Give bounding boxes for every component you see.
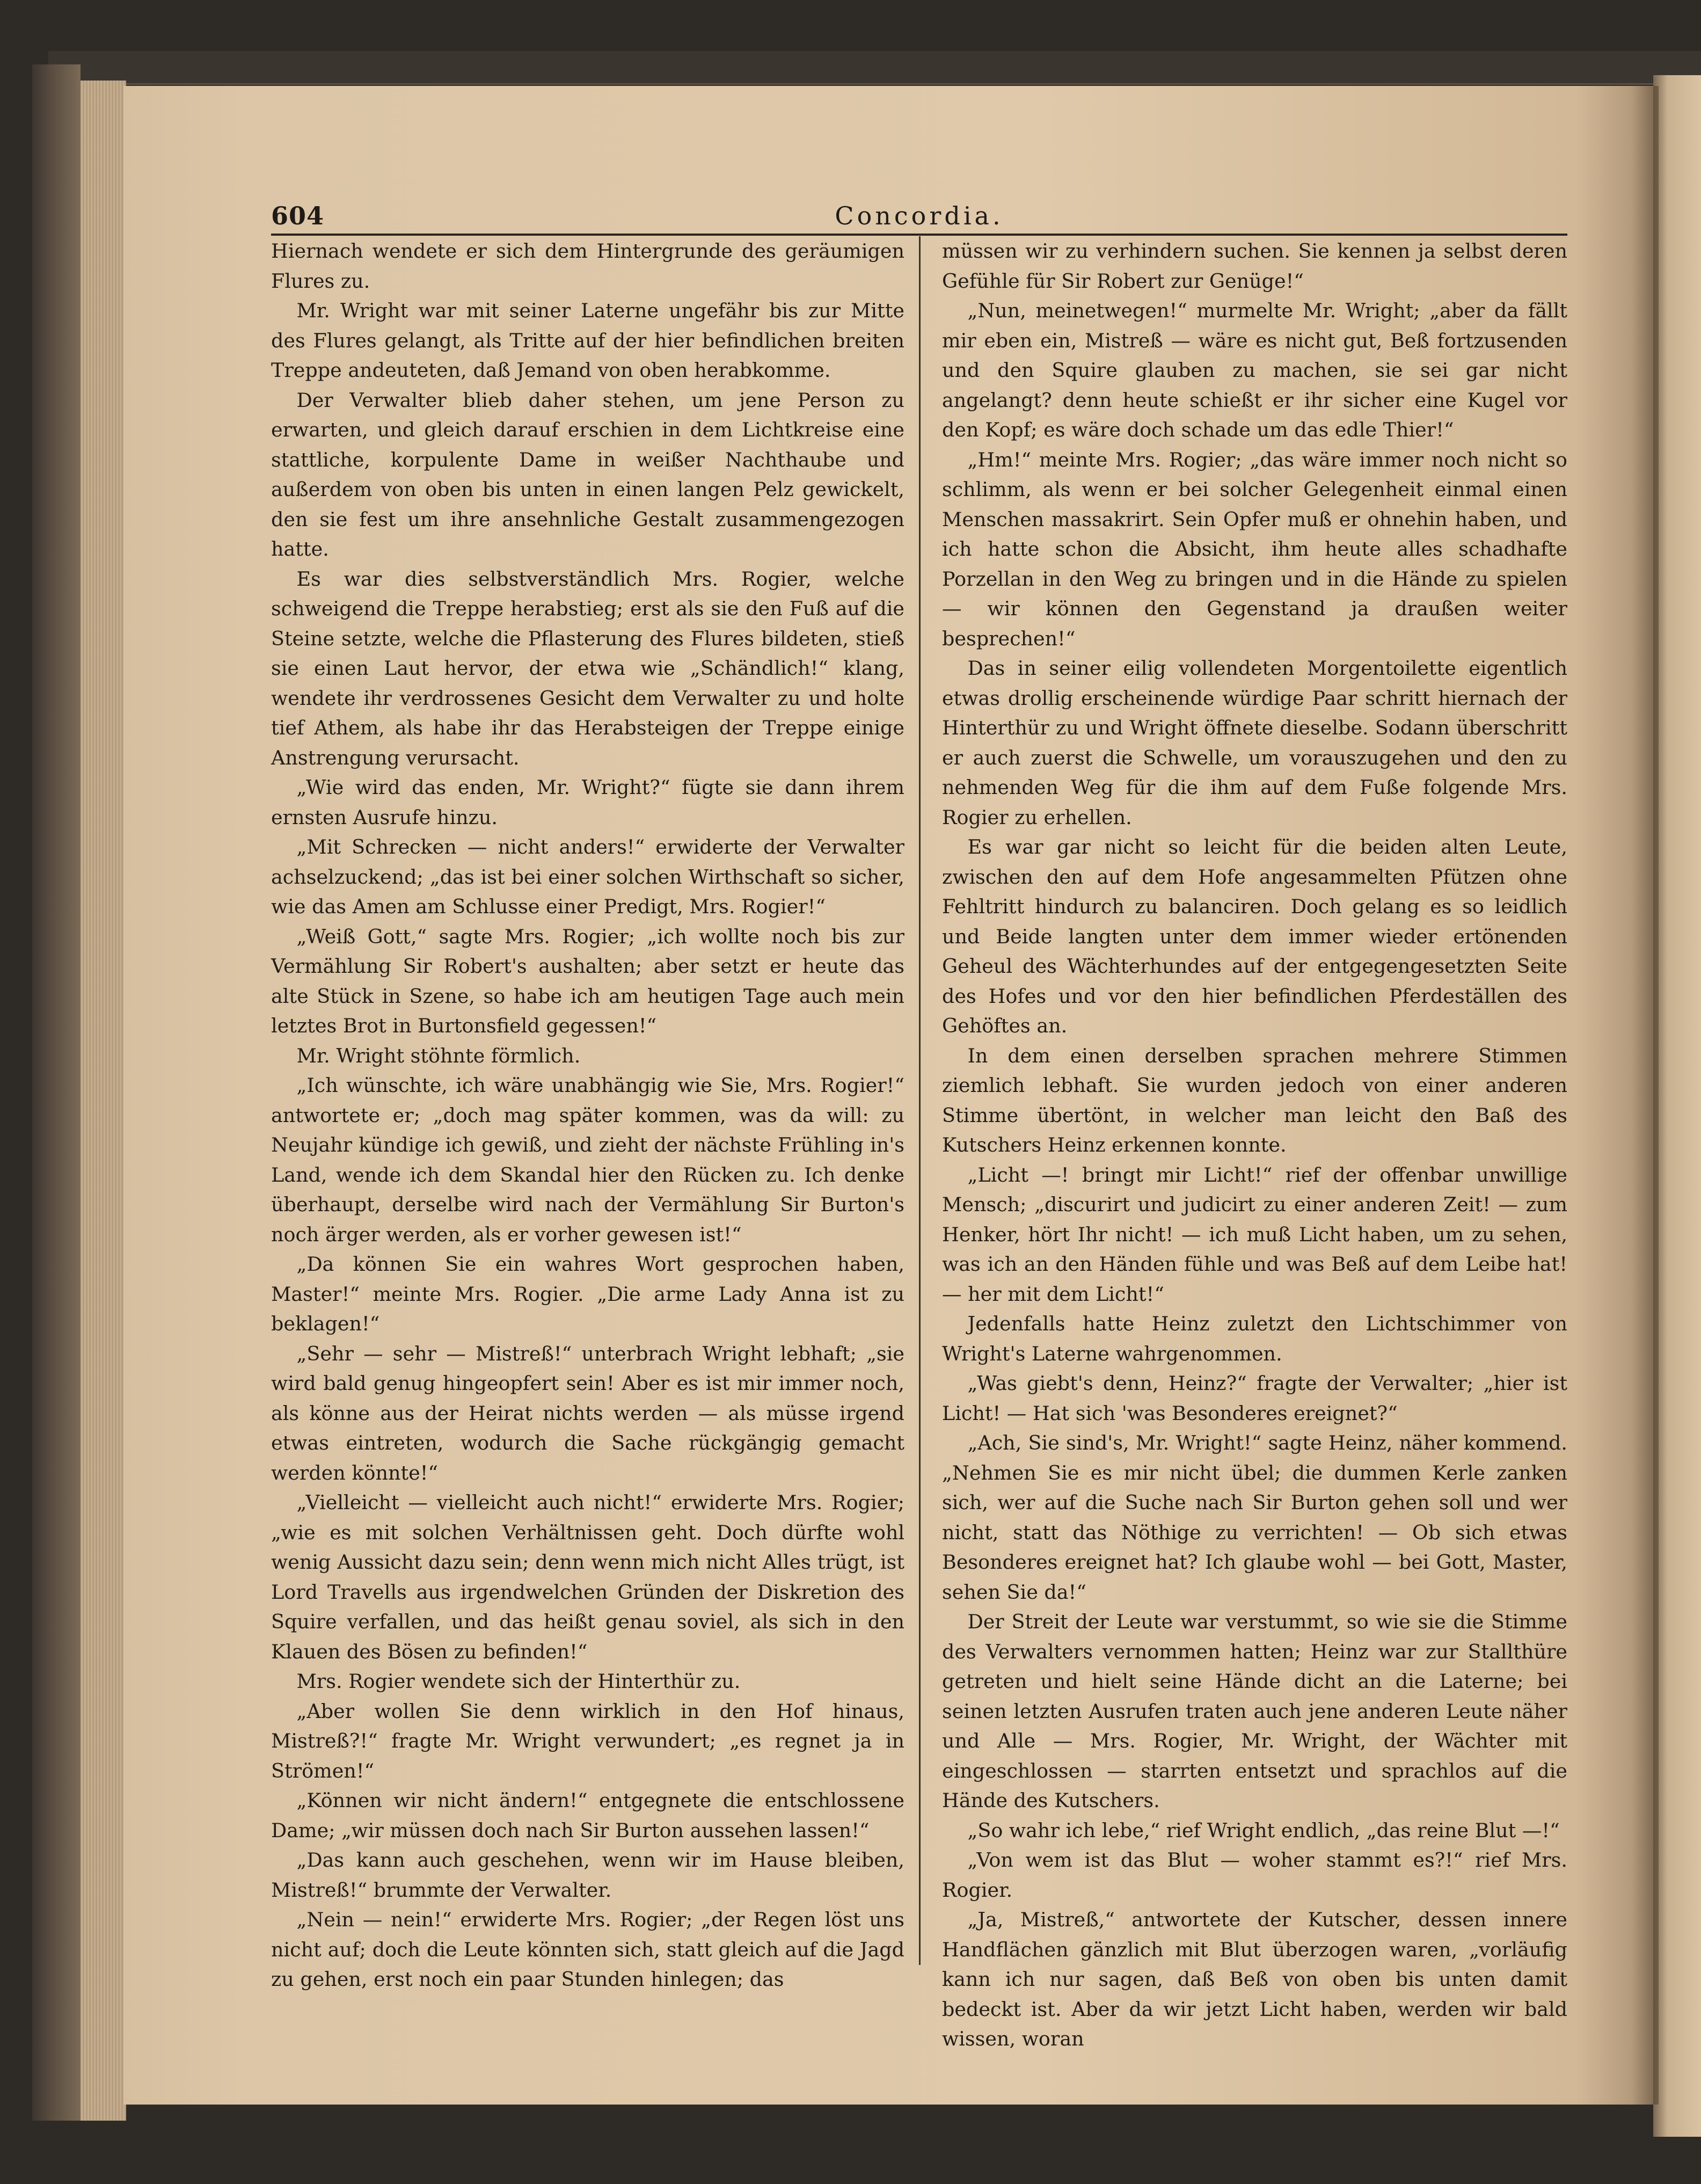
paragraph: Jedenfalls hatte Heinz zuletzt den Lichtschimmer von Wright's Laterne wahrgenommen. bbox=[942, 1312, 1567, 1365]
paragraph: „Ich wünschte, ich wäre unabhängig wie Sie, Mrs. Rogier!“ antwortete er; „doch mag später kommen, was da will: zu Neujahr kündige ich gewiß, und zieht der nächste Frühling in's Land, wende ich dem Skandal hier den Rücken zu. Ich denke überhaupt, derselbe wird nach der Vermählung Sir Burton's noch ärger werden, als er vorher gewesen ist!“ bbox=[271, 1074, 904, 1246]
paragraph: „Können wir nicht ändern!“ entgegnete die entschlossene Dame; „wir müssen doch nach Sir Burton aussehen lassen!“ bbox=[271, 1789, 904, 1842]
paragraph: Mr. Wright war mit seiner Laterne ungefähr bis zur Mitte des Flures gelangt, als Tritte auf der hier befindlichen breiten Treppe andeuteten, daß Jemand von oben herabkomme. bbox=[271, 299, 904, 382]
paragraph: Es war gar nicht so leicht für die beiden alten Leute, zwischen den auf dem Hofe angesammelten Pfützen ohne Fehltritt hindurch zu balanciren. Doch gelang es so leidlich und Beide langten unter dem immer wieder ertönenden Geheul des Wächterhundes auf der entgegengesetzten Seite des Hofes und vor den hier befindlichen Pferdeställen des Gehöftes an. bbox=[942, 835, 1567, 1037]
paragraph: „Licht —! bringt mir Licht!“ rief der offenbar unwillige Mensch; „discurirt und judicirt zu einer anderen Zeit! — zum Henker, hört Ihr nicht! — ich muß Licht haben, um zu sehen, was ich an den Händen fühle und was Beß auf dem Leibe hat! — her mit dem Licht!“ bbox=[942, 1163, 1567, 1306]
paragraph: „Wie wird das enden, Mr. Wright?“ fügte sie dann ihrem ernsten Ausrufe hinzu. bbox=[271, 776, 904, 829]
book-cover-top-edge bbox=[48, 51, 1701, 85]
paragraph: Mrs. Rogier wendete sich der Hinterthür zu. bbox=[296, 1670, 741, 1693]
paragraph: Das in seiner eilig vollendeten Morgentoilette eigentlich etwas drollig erscheinende würdige Paar schritt hiernach der Hinterthür zu und Wright öffnete dieselbe. Sodann überschritt er auch zuerst die Schwelle, um vorauszugehen und den zu nehmenden Weg für die ihm auf dem Fuße folgende Mrs. Rogier zu erhellen. bbox=[942, 657, 1567, 829]
paragraph: „Ja, Mistreß,“ antwortete der Kutscher, dessen innere Handflächen gänzlich mit Blut überzogen waren, „vorläufig kann ich nur sagen, daß Beß von oben bis unten damit bedeckt ist. Aber da wir jetzt Licht haben, werden wir bald wissen, woran bbox=[942, 1908, 1567, 2050]
paragraph: „Von wem ist das Blut — woher stammt es?!“ rief Mrs. Rogier. bbox=[942, 1848, 1567, 1902]
book-binding bbox=[32, 64, 81, 2121]
left-text-column bbox=[271, 236, 904, 1991]
page-edges bbox=[81, 81, 126, 2121]
paragraph: „Was giebt's denn, Heinz?“ fragte der Verwalter; „hier ist Licht! — Hat sich 'was Besonderes ereignet?“ bbox=[942, 1372, 1567, 1425]
paragraph: „Mit Schrecken — nicht anders!“ erwiderte der Verwalter achselzuckend; „das ist bei einer solchen Wirthschaft so sicher, wie das Amen am Schlusse einer Predigt, Mrs. Rogier!“ bbox=[271, 835, 904, 918]
paragraph: „Vielleicht — vielleicht auch nicht!“ erwiderte Mrs. Rogier; „wie es mit solchen Verhältnissen geht. Doch dürfte wohl wenig Aussicht dazu sein; denn wenn mich nicht Alles trügt, ist Lord Travells aus irgendwelchen Gründen der Diskretion des Squire verfallen, und das heißt genau soviel, als sich in den Klauen des Bösen zu befinden!“ bbox=[271, 1491, 904, 1663]
paragraph: „Ach, Sie sind's, Mr. Wright!“ sagte Heinz, näher kommend. „Nehmen Sie es mir nicht übel; die dummen Kerle zanken sich, wer auf die Suche nach Sir Burton gehen soll und wer nicht, statt das Nöthige zu verrichten! — Ob sich etwas Besonderes ereignet hat? Ich glaube wohl — bei Gott, Master, sehen Sie da!“ bbox=[942, 1431, 1567, 1604]
right-text-column bbox=[942, 236, 1567, 2050]
page-number: 604 bbox=[271, 201, 325, 230]
paragraph: „Nein — nein!“ erwiderte Mrs. Rogier; „der Regen löst uns nicht auf; doch die Leute könnten sich, statt gleich auf die Jagd zu gehen, erst noch ein paar Stunden hinlegen; das bbox=[271, 1908, 904, 1991]
paragraph: Der Streit der Leute war verstummt, so wie sie die Stimme des Verwalters vernommen hatten; Heinz war zur Stallthüre getreten und hielt seine Hände dicht an die Laterne; bei seinen letzten Ausrufen traten auch jene anderen Leute näher und Alle — Mrs. Rogier, Mr. Wright, der Wächter mit eingeschlossen — starrten entsetzt und sprachlos auf die Hände des Kutschers. bbox=[942, 1610, 1567, 1812]
paragraph: „Hm!“ meinte Mrs. Rogier; „das wäre immer noch nicht so schlimm, als wenn er bei solcher Gelegenheit einmal einen Menschen massakrirt. Sein Opfer muß er ohnehin haben, und ich hatte schon die Absicht, ihm heute alles schadhafte Porzellan in den Weg zu bringen und in die Hände zu spielen — wir können den Gegenstand ja draußen weiter besprechen!“ bbox=[942, 448, 1567, 650]
paragraph: Hiernach wendete er sich dem Hintergrunde des geräumigen Flures zu. bbox=[271, 239, 904, 293]
paragraph: „So wahr ich lebe,“ rief Wright endlich, „das reine Blut —!“ bbox=[967, 1818, 1560, 1842]
paragraph: „Das kann auch geschehen, wenn wir im Hause bleiben, Mistreß!“ brummte der Verwalter. bbox=[271, 1848, 904, 1902]
paragraph: „Aber wollen Sie denn wirklich in den Hof hinaus, Mistreß?!“ fragte Mr. Wright verwundert; „es regnet ja in Strömen!“ bbox=[271, 1699, 904, 1782]
paragraph: Der Verwalter blieb daher stehen, um jene Person zu erwarten, und gleich darauf erschien in dem Lichtkreise eine stattliche, korpulente Dame in weißer Nachthaube und außerdem von oben bis unten in einen langen Pelz gewickelt, den sie fest um ihre ansehnliche Gestalt zusammengezogen hatte. bbox=[271, 388, 904, 560]
paragraph: Mr. Wright stöhnte förmlich. bbox=[296, 1044, 581, 1067]
running-title: Concordia. bbox=[835, 201, 1004, 230]
page-header bbox=[271, 196, 1567, 236]
paragraph: „Weiß Gott,“ sagte Mrs. Rogier; „ich wollte noch bis zur Vermählung Sir Robert's aushalten; aber setzt er heute das alte Stück in Szene, so habe ich am heutigen Tage auch mein letztes Brot in Burtonsfield gegessen!“ bbox=[271, 924, 904, 1037]
paragraph: „Da können Sie ein wahres Wort gesprochen haben, Master!“ meinte Mrs. Rogier. „Die arme Lady Anna ist zu beklagen!“ bbox=[271, 1253, 904, 1335]
facing-page-edge bbox=[1653, 75, 1701, 2137]
column-divider bbox=[919, 236, 921, 1965]
paragraph: In dem einen derselben sprachen mehrere Stimmen ziemlich lebhaft. Sie wurden jedoch von einer anderen Stimme übertönt, in welcher man leicht den Baß des Kutschers Heinz erkennen konnte. bbox=[942, 1044, 1567, 1156]
paragraph: müssen wir zu verhindern suchen. Sie kennen ja selbst deren Gefühle für Sir Robert zur Genüge!“ bbox=[942, 239, 1567, 293]
gutter-shadow bbox=[1632, 86, 1659, 2105]
paragraph: „Sehr — sehr — Mistreß!“ unterbrach Wright lebhaft; „sie wird bald genug hingeopfert sein! Aber es ist mir immer noch, als könne aus der Heirat nichts werden — als müsse irgend etwas eintreten, wodurch die Sache rückgängig gemacht werden könnte!“ bbox=[271, 1342, 904, 1484]
paragraph: „Nun, meinetwegen!“ murmelte Mr. Wright; „aber da fällt mir eben ein, Mistreß — wäre es nicht gut, Beß fortzusenden und den Squire glauben zu machen, sie sei gar nicht angelangt? denn heute schießt er ihr sicher eine Kugel vor den Kopf; es wäre doch schade um das edle Thier!“ bbox=[942, 299, 1567, 441]
paragraph: Es war dies selbstverständlich Mrs. Rogier, welche schweigend die Treppe herabstieg; erst als sie den Fuß auf die Steine setzte, welche die Pflasterung des Flures bildeten, stieß sie einen Laut hervor, der etwa wie „Schändlich!“ klang, wendete ihr verdrossenes Gesicht dem Verwalter zu und holte tief Athem, als habe ihr das Herabsteigen der Treppe einige Anstrengung verursacht. bbox=[271, 567, 904, 769]
